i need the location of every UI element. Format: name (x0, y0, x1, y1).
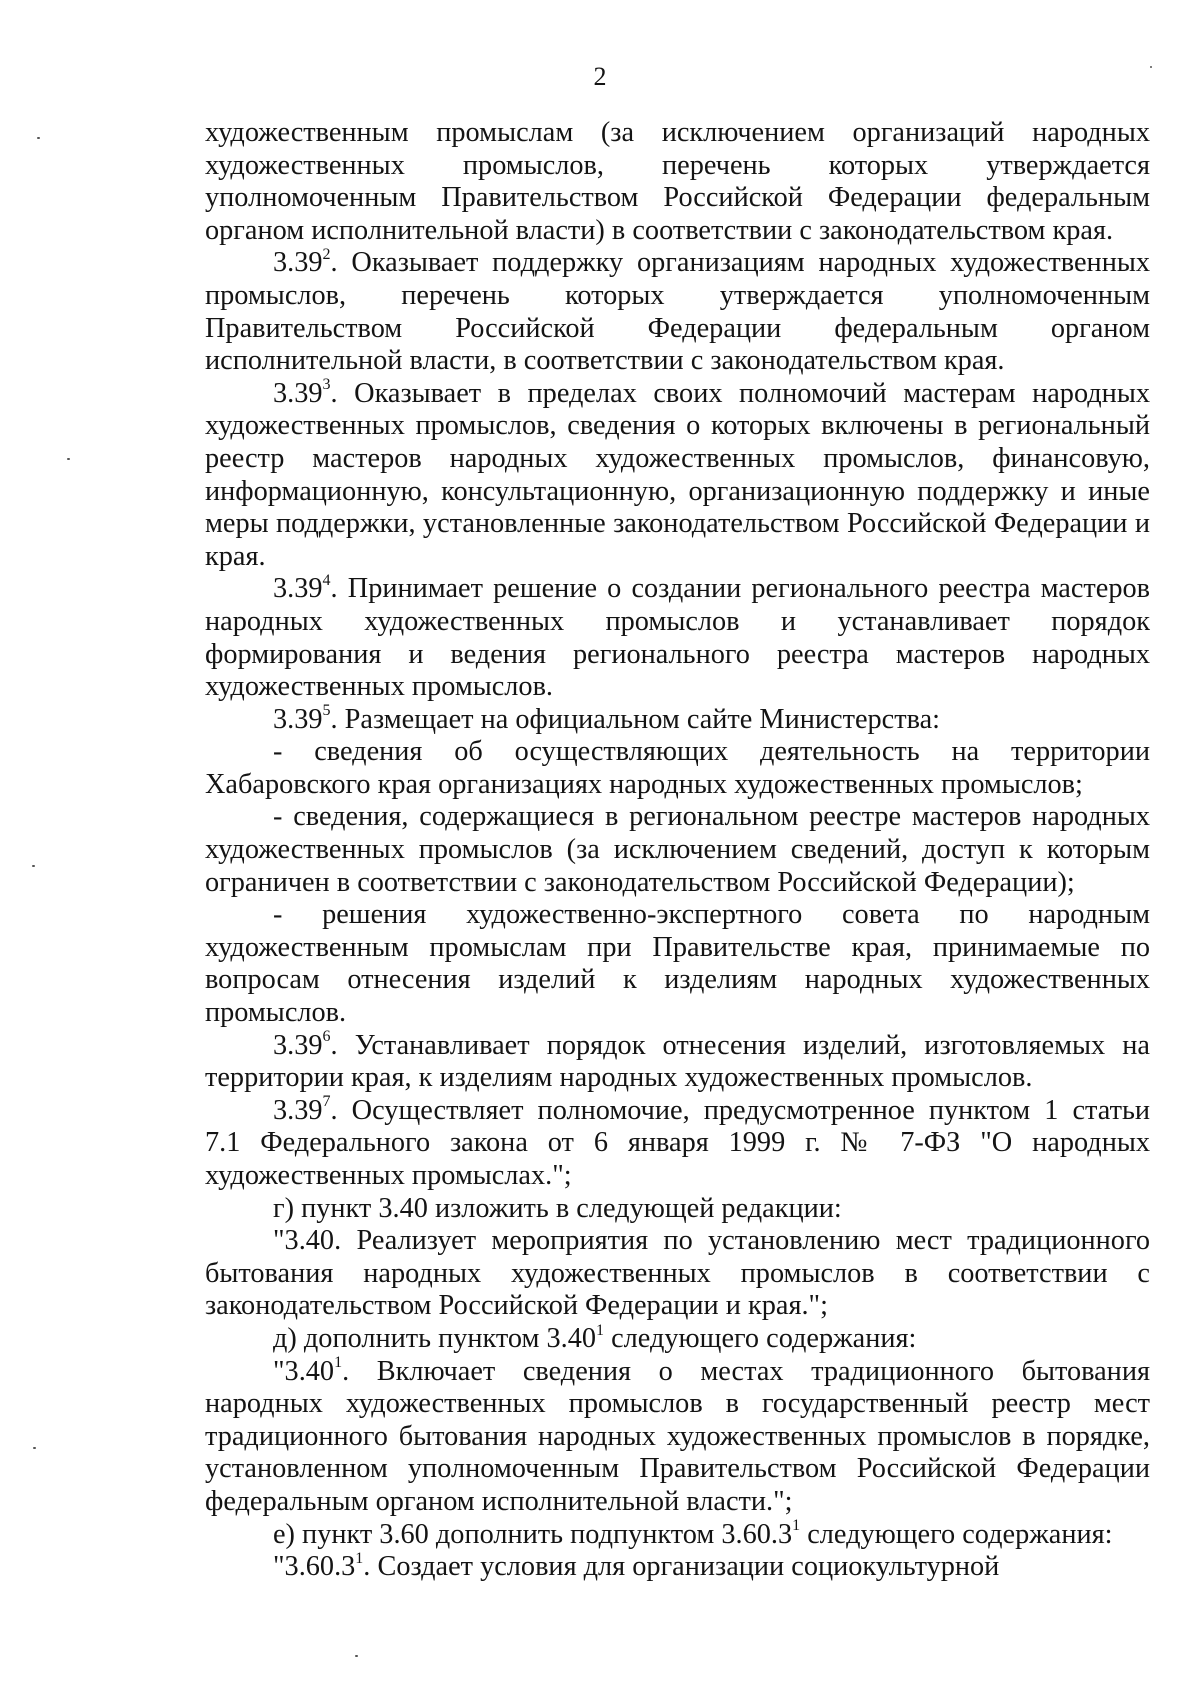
paragraph-text: 3.39 (273, 573, 323, 605)
paragraph (205, 801, 1150, 899)
superscript-index: 2 (322, 245, 331, 263)
paragraph-text: е) пункт 3.60 дополнить подпунктом 3.60.3 (273, 1518, 793, 1550)
paragraph-text: . Принимает решение о создании регионального реестра мастеров народных художественных промыслов и устанавливает порядок формирования и ведения регионального реестра мастеров народных художественных промыслов. (205, 573, 1150, 703)
paragraph-text: . Размещает на официальном сайте Министерства: (330, 703, 940, 735)
paragraph-text: художественным промыслам (за исключением организаций народных художественных промыслов, перечень которых утверждается уполномоченным Правительством Российской Федерации федеральным органом исполнительной власти) в соответствии с законодательством края. (205, 117, 1150, 246)
paragraph-text: - сведения, содержащиеся в региональном реестре мастеров народных художественных промыслов (за исключением сведений, доступ к которым ограничен в соответствии с законодательством Российской Федерации); (205, 801, 1150, 898)
superscript-index: 3 (322, 376, 331, 394)
scan-speck (37, 137, 40, 139)
paragraph-text: 3.39 (273, 377, 323, 409)
scan-speck (1150, 66, 1152, 68)
paragraph-text: 3.39 (273, 247, 323, 279)
superscript-index: 1 (596, 1321, 605, 1339)
superscript-index: 1 (792, 1517, 801, 1535)
paragraph (205, 1519, 1150, 1552)
paragraph (205, 1193, 1150, 1226)
paragraph-text: . Устанавливает порядок отнесения изделий, изготовляемых на территории края, к изделиям народных художественных промыслов. (205, 1029, 1150, 1094)
scan-speck (32, 865, 35, 867)
paragraph (205, 899, 1150, 1029)
paragraph-text: "3.40 (273, 1355, 335, 1387)
paragraph-text: 3.39 (273, 1094, 323, 1126)
paragraph (205, 378, 1150, 574)
paragraph-text: - сведения об осуществляющих деятельность на территории Хабаровского края организациях народных художественных промыслов; (205, 736, 1150, 800)
paragraph-text: . Оказывает в пределах своих полномочий мастерам народных художественных промыслов, сведения о которых включены в региональный реестр мастеров народных художественных промыслов, финансовую, информационную, консультационную, организационную поддержку и иные меры поддержки, установленные законодательством Российской Федерации и края. (205, 377, 1150, 572)
superscript-index: 6 (322, 1028, 331, 1046)
paragraph (205, 1551, 1150, 1584)
paragraph (205, 1095, 1150, 1193)
document-body (205, 117, 1150, 1584)
scan-speck (33, 1447, 36, 1449)
paragraph (205, 736, 1150, 801)
paragraph-text: следующего содержания: (800, 1518, 1113, 1550)
paragraph (205, 704, 1150, 737)
paragraph-text: "3.60.3 (273, 1551, 356, 1583)
superscript-index: 4 (322, 571, 331, 589)
paragraph-text: д) дополнить пунктом 3.40 (273, 1322, 597, 1354)
superscript-index: 1 (355, 1549, 364, 1567)
paragraph (205, 1356, 1150, 1519)
paragraph (205, 117, 1150, 247)
paragraph-text: 3.39 (273, 703, 323, 735)
paragraph (205, 573, 1150, 703)
paragraph-text: - решения художественно-экспертного совета по народным художественным промыслам при Правительстве края, принимаемые по вопросам отнесения изделий к изделиям народных художественных промыслов. (205, 899, 1150, 1029)
paragraph-text: . Осуществляет полномочие, предусмотренное пунктом 1 статьи 7.1 Федерального закона от 6 января 1999 г. № 7-ФЗ "О народных художественных промыслах."; (205, 1094, 1150, 1191)
paragraph (205, 1225, 1150, 1323)
superscript-index: 5 (322, 702, 331, 720)
superscript-index: 1 (334, 1354, 343, 1372)
paragraph-text: "3.40. Реализует мероприятия по установлению мест традиционного бытования народных художественных промыслов в соответствии с законодательством Российской Федерации и края."; (205, 1225, 1150, 1322)
paragraph-text: . Включает сведения о местах традиционного бытования народных художественных промыслов в государственный реестр мест традиционного бытования народных художественных промыслов в порядке, установленном уполномоченным Правительством Российской Федерации федеральным органом исполнительной власти."; (205, 1355, 1150, 1517)
page-number: 2 (593, 62, 607, 91)
superscript-index: 7 (322, 1093, 331, 1111)
paragraph-text: следующего содержания: (604, 1322, 917, 1354)
paragraph (205, 1030, 1150, 1095)
scan-speck (355, 1655, 358, 1657)
paragraph (205, 247, 1150, 377)
paragraph-text: . Оказывает поддержку организациям народных художественных промыслов, перечень которых утверждается уполномоченным Правительством Российской Федерации федеральным органом исполнительной власти, в соответствии с законодательством края. (205, 247, 1150, 377)
paragraph-text: г) пункт 3.40 изложить в следующей редакции: (273, 1192, 842, 1224)
paragraph-text: 3.39 (273, 1029, 323, 1061)
paragraph (205, 1323, 1150, 1356)
paragraph-text: . Создает условия для организации социокультурной (363, 1551, 1000, 1583)
scan-speck (67, 458, 70, 460)
